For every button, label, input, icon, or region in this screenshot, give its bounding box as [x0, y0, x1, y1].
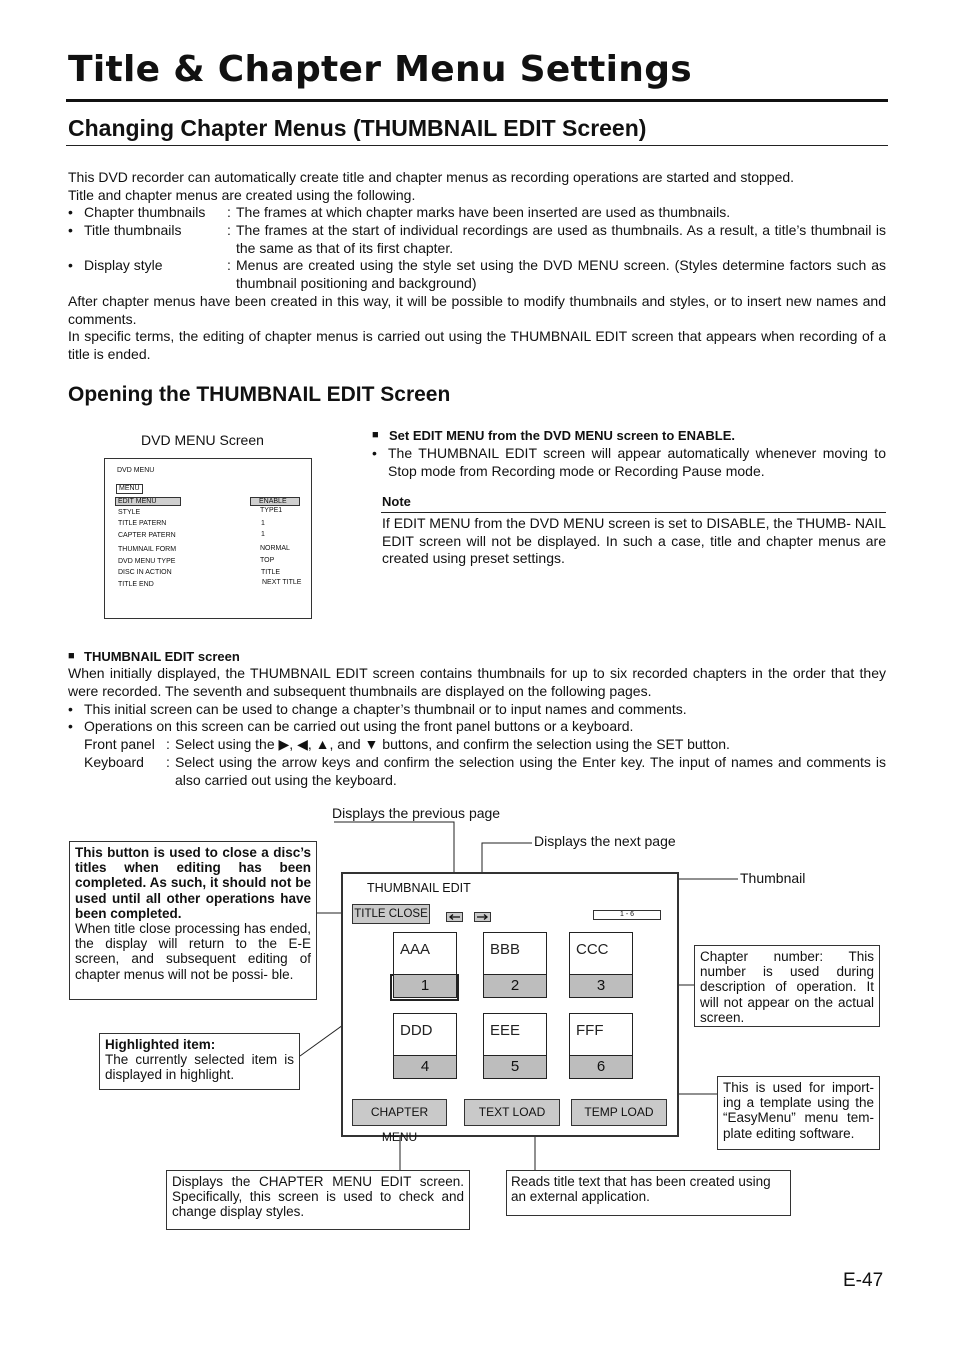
front-panel-desc: Select using the ▶, ◀, ▲, and ▼ buttons, and confirm the selection using the SET button.	[175, 736, 730, 752]
page-number: E-47	[843, 1270, 884, 1291]
chapter-number: 6	[570, 1055, 632, 1078]
bullet-dot: •	[372, 445, 377, 461]
section-heading-opening: Opening the THUMBNAIL EDIT Screen	[68, 383, 451, 406]
callout-text-load: Reads title text that has been created using an external application.	[506, 1170, 791, 1216]
dvd-menu-label: EDIT MENU	[118, 498, 157, 505]
dvd-menu-value: TOP	[260, 557, 275, 564]
thumb-section-b1: This initial screen can be used to change a chapter’s thumbnail or to input names and comments.	[84, 701, 687, 717]
callout-chapter-menu: Displays the CHAPTER MENU EDIT screen. Specifically, this screen is used to check and change display styles.	[166, 1170, 470, 1230]
front-panel-pre: Select using the	[175, 736, 279, 752]
thumbnail-2[interactable]	[483, 932, 547, 998]
callout-thumbnail: Thumbnail	[740, 870, 806, 886]
colon: :	[227, 204, 231, 220]
next-page-button[interactable]	[474, 912, 491, 922]
thumbnail-1[interactable]	[393, 932, 457, 998]
callout-next-page: Displays the next page	[534, 833, 676, 849]
chapter-number: 3	[570, 974, 632, 997]
thumb-section-p1: When initially displayed, the THUMBNAIL EDIT screen contains thumbnails for up to six recorded chapters in the order that they were recorded. The seventh and subsequent thumbnails are displayed on the following pages.	[68, 665, 886, 699]
thumbnail-6[interactable]	[569, 1013, 633, 1079]
colon: :	[166, 736, 170, 752]
dvd-menu-header: DVD MENU	[117, 467, 155, 474]
chapter-number: 1	[394, 974, 456, 997]
thumbnail-5[interactable]	[483, 1013, 547, 1079]
dvd-menu-label: THUMNAIL FORM	[118, 546, 177, 553]
section-heading-changing: Changing Chapter Menus (THUMBNAIL EDIT Screen)	[68, 115, 647, 141]
arrow-right-icon: ▶	[278, 736, 290, 752]
intro-desc-title: The frames at the start of individual recordings are used as thumbnails. As a result, a title’s thumbnail is the same as that of its first chapter.	[236, 222, 886, 256]
intro-p3: After chapter menus have been created in this way, it will be possible to modify thumbnails and styles, or to insert new names and comments.	[68, 293, 886, 327]
thumbnail-3[interactable]	[569, 932, 633, 998]
thumbnail-title: DDD	[400, 1022, 433, 1039]
set-edit-bullet: The THUMBNAIL EDIT screen will appear automatically whenever moving to Stop mode from Recording mode or Recording Pause mode.	[388, 445, 886, 479]
bullet-dot: •	[68, 204, 73, 220]
intro-term-title: Title thumbnails	[84, 222, 182, 238]
bullet-dot: •	[68, 718, 73, 734]
dvd-menu-value: NORMAL	[260, 545, 290, 552]
chapter-number: 4	[394, 1055, 456, 1078]
arrow-left-icon	[447, 913, 462, 921]
chapter-menu-button[interactable]: CHAPTER MENU	[352, 1099, 447, 1126]
square-bullet-icon: ■	[372, 429, 379, 441]
intro-term-chapter: Chapter thumbnails	[84, 204, 206, 220]
dvd-menu-label: DISC IN ACTION	[118, 569, 172, 576]
intro-p2: Title and chapter menus are created using the following.	[68, 187, 416, 203]
thumb-section-heading: THUMBNAIL EDIT screen	[84, 649, 240, 664]
set-edit-heading: Set EDIT MENU from the DVD MENU screen to ENABLE.	[389, 428, 735, 443]
dvd-menu-value: NEXT TITLE	[262, 579, 302, 586]
prev-page-button[interactable]	[446, 912, 463, 922]
callout-title-close	[69, 841, 317, 1000]
chapter-number: 5	[484, 1055, 546, 1078]
chapter-number: 2	[484, 974, 546, 997]
thumbnail-title: CCC	[576, 941, 609, 958]
callout-prev-page: Displays the previous page	[332, 805, 501, 821]
thumbnail-title: FFF	[576, 1022, 604, 1039]
callout-highlighted-item	[99, 1033, 300, 1090]
thumbnail-4[interactable]	[393, 1013, 457, 1079]
square-bullet-icon: ■	[68, 650, 75, 662]
intro-term-style: Display style	[84, 257, 163, 273]
callout-template: This is used for import- ing a template using the “EasyMenu” menu tem- plate editing software.	[717, 1076, 880, 1150]
bullet-dot: •	[68, 222, 73, 238]
arrow-right-icon	[475, 913, 490, 921]
front-panel-post: buttons, and confirm the selection using the SET button.	[378, 736, 730, 752]
intro-desc-chapter: The frames at which chapter marks have been inserted are used as thumbnails.	[236, 204, 731, 220]
dvd-menu-value: 1	[261, 520, 265, 527]
dvd-menu-label: CAPTER PATERN	[118, 532, 176, 539]
dvd-menu-value: ENABLE	[259, 498, 287, 505]
keyboard-term: Keyboard	[84, 754, 144, 770]
note-text: If EDIT MENU from the DVD MENU screen is set to DISABLE, the THUMB- NAIL EDIT screen will not be displayed. In such a case, title and chapter menus are created using preset settings.	[382, 515, 886, 567]
thumbnail-title: EEE	[490, 1022, 521, 1039]
thumbnail-title: BBB	[490, 941, 521, 958]
dvd-menu-value: TITLE	[261, 569, 281, 576]
colon: :	[227, 222, 231, 238]
intro-p4: In specific terms, the editing of chapter menus is carried out using the THUMBNAIL EDIT screen that appears when recording of a title is ended.	[68, 328, 886, 362]
callout-title-close-text: When title close processing has ended, the display will return to the E-E screen, and subsequent editing of chapter menus will not be possi- ble.	[75, 921, 311, 982]
dvd-menu-tab: MENU	[116, 484, 143, 494]
page-title: Title & Chapter Menu Settings	[68, 49, 693, 90]
front-panel-term: Front panel	[84, 736, 155, 752]
note-heading: Note	[382, 494, 411, 509]
dvd-menu-value: 1	[261, 531, 265, 538]
keyboard-desc: Select using the arrow keys and confirm the selection using the Enter key. The input of names and comments is also carried out using the keyboard.	[175, 754, 886, 788]
colon: :	[166, 754, 170, 770]
screen-title: THUMBNAIL EDIT	[367, 881, 471, 895]
arrow-up-icon: ▲	[315, 736, 330, 752]
arrow-left-icon: ◀	[297, 736, 308, 752]
thumbnail-title: AAA	[400, 941, 431, 958]
dvd-menu-label: TITLE PATERN	[118, 520, 167, 527]
callout-chapter-number: Chapter number: This number is used during description of operation. It will not appear on the actual screen.	[694, 945, 880, 1027]
bullet-dot: •	[68, 701, 73, 717]
intro-p1: This DVD recorder can automatically create title and chapter menus as recording operations are started and stopped.	[68, 169, 795, 185]
dvd-menu-label: TITLE END	[118, 581, 154, 588]
dvd-menu-value: TYPE1	[260, 507, 283, 514]
callout-highlight-text: The currently selected item is displayed in highlight.	[105, 1052, 294, 1083]
callout-highlight-bold: Highlighted item:	[105, 1037, 216, 1052]
text-load-button[interactable]: TEXT LOAD	[464, 1099, 560, 1126]
dvd-menu-label: STYLE	[118, 509, 141, 516]
thumbnail-edit-screen	[341, 872, 679, 1144]
temp-load-button[interactable]: TEMP LOAD	[571, 1099, 667, 1126]
callout-title-close-bold: This button is used to close a disc’s titles when editing has been completed. As such, it should not be used until all other operations have been completed.	[75, 845, 311, 921]
title-close-button[interactable]: TITLE CLOSE	[352, 904, 430, 924]
dvd-menu-label: DVD MENU TYPE	[118, 558, 176, 565]
intro-desc-style: Menus are created using the style set using the DVD MENU screen. (Styles determine factors such as thumbnail positioning and background)	[236, 257, 886, 291]
colon: :	[227, 257, 231, 273]
arrow-down-icon: ▼	[364, 736, 379, 752]
dvd-menu-caption: DVD MENU Screen	[141, 432, 264, 448]
thumb-section-b2: Operations on this screen can be carried out using the front panel buttons or a keyboard.	[84, 718, 634, 734]
page-range-indicator: 1 - 6	[593, 910, 661, 920]
bullet-dot: •	[68, 257, 73, 273]
